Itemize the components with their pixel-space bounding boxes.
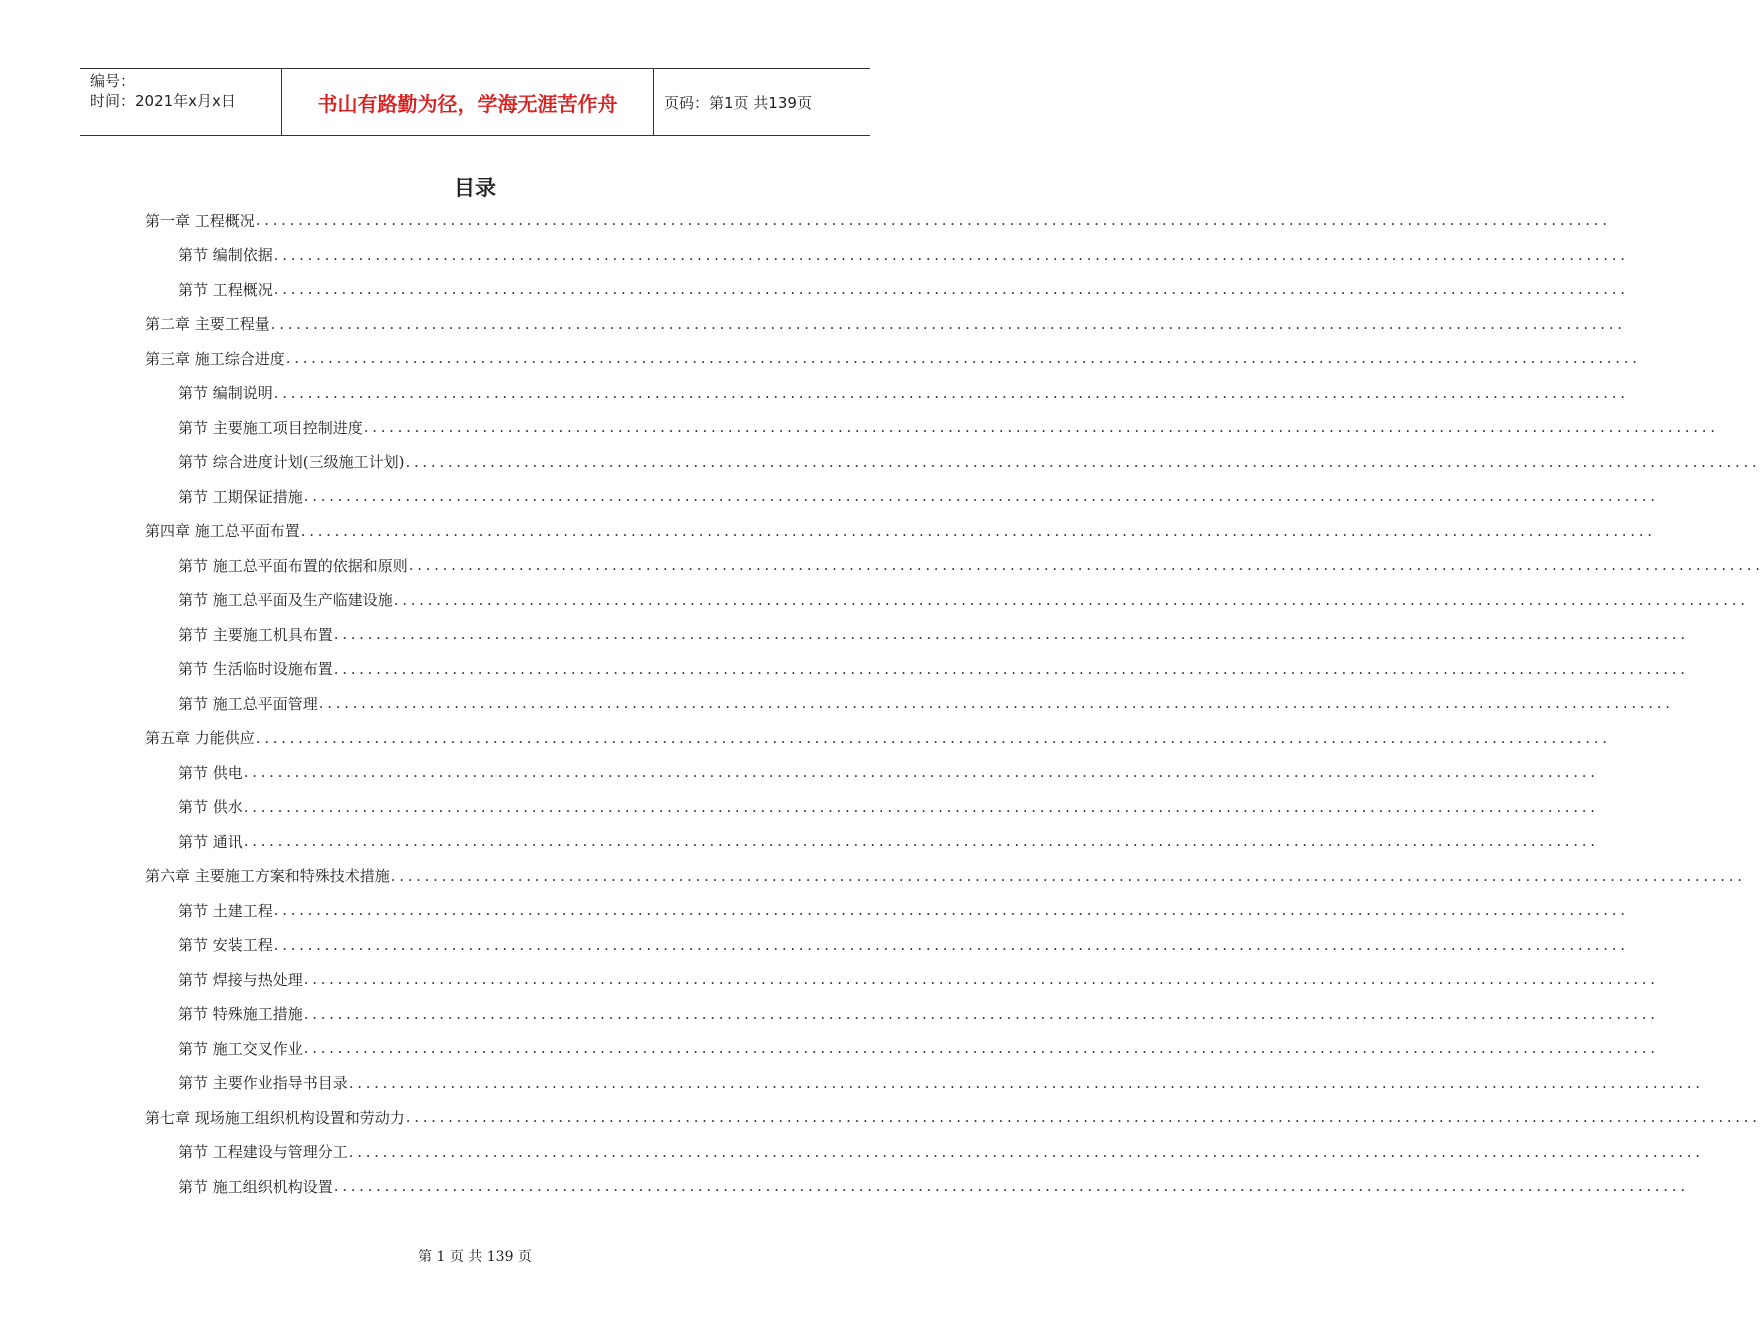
toc-entry-text: 第五章 力能供应 [145,729,255,747]
toc-entry-text: 第节 工程概况 [178,280,273,299]
toc-entry[interactable] [145,307,1626,341]
toc-entry[interactable] [178,893,1629,927]
toc-entry[interactable] [178,755,1599,789]
toc-entry-text: 第六章 主要施工方案和特殊技术措施 [145,867,390,885]
toc-entry-text: 第七章 现场施工组织机构设置和劳动力 [145,1108,405,1127]
toc-leader-dots: ................................................................................................................................................................ [393,590,1749,609]
header-number-label: 编号： [90,72,136,90]
header-page-info: 页码：第1页 共139页 [664,93,812,112]
toc-entry[interactable] [145,1100,1761,1134]
toc-leader-dots: ................................................................................................................................................................ [273,280,1629,298]
toc-entry-text: 第节 编制依据 [178,246,273,264]
toc-entry-text: 第节 土建工程 [178,901,273,920]
toc-entry[interactable] [178,1031,1659,1065]
toc-entry[interactable] [178,652,1689,686]
toc-leader-dots: ................................................................................................................................................................ [273,383,1629,402]
toc-leader-dots: ................................................................................................................................................................ [408,556,1764,574]
toc-entry[interactable] [178,928,1629,962]
toc-leader-dots: ................................................................................................................................................................ [255,211,1611,229]
toc-entry[interactable] [145,859,1746,893]
toc-entry-text: 第节 工程建设与管理分工 [178,1143,348,1161]
toc-entry[interactable] [178,238,1629,272]
toc-entry-text: 第节 施工交叉作业 [178,1039,303,1058]
toc-leader-dots: ................................................................................................................................................................ [285,349,1641,367]
toc-leader-dots: ................................................................................................................................................................ [270,314,1626,333]
toc-entry[interactable] [145,341,1641,375]
toc-entry[interactable] [178,824,1599,858]
toc-entry-text: 第节 主要作业指导书目录 [178,1074,348,1092]
toc-entry-text: 第节 生活临时设施布置 [178,660,333,678]
toc-leader-dots: ................................................................................................................................................................ [255,728,1611,747]
toc-leader-dots: ................................................................................................................................................................ [273,245,1629,264]
toc-entry[interactable] [178,962,1659,996]
toc-entry-text: 第节 编制说明 [178,384,273,402]
toc-leader-dots: ................................................................................................................................................................ [390,866,1746,885]
toc-entry[interactable] [178,583,1749,617]
toc-entry[interactable] [145,203,1611,237]
page-title: 目录 [454,176,496,200]
toc-entry[interactable] [178,686,1674,720]
toc-leader-dots: ................................................................................................................................................................ [303,487,1659,505]
toc-entry[interactable] [178,410,1719,444]
toc-entry-text: 第节 供电 [178,763,243,782]
header-motto: 书山有路勤为径，学海无涯苦作舟 [282,69,654,135]
toc-entry-text: 第节 综合进度计划(三级施工计划) [178,453,405,471]
toc-entry-text: 第三章 施工综合进度 [145,349,285,368]
toc-entry-text: 第节 主要施工项目控制进度 [178,418,363,437]
toc-leader-dots: ................................................................................................................................................................ [273,935,1629,954]
toc-entry[interactable] [178,997,1659,1031]
toc-entry[interactable] [178,548,1764,582]
toc-entry-text: 第节 施工组织机构设置 [178,1177,333,1196]
toc-entry-text: 第节 通讯 [178,832,243,851]
header-time-label: 时间：2021年x月x日 [90,92,236,110]
toc-leader-dots: ................................................................................................................................................................ [348,1142,1704,1161]
toc-entry-text: 第四章 施工总平面布置 [145,522,300,540]
toc-leader-dots: ................................................................................................................................................................ [303,970,1659,988]
toc-entry[interactable] [178,790,1599,824]
toc-entry-text: 第节 主要施工机具布置 [178,625,333,644]
toc-entry[interactable] [145,514,1656,548]
toc-leader-dots: ................................................................................................................................................................ [333,625,1689,643]
header-meta [80,69,282,135]
toc-leader-dots: ................................................................................................................................................................ [303,1004,1659,1023]
toc-entry[interactable] [178,617,1689,651]
toc-entry-text: 第节 供水 [178,798,243,816]
page-footer: 第 1 页 共 139 页 [418,1249,532,1265]
toc-entry[interactable] [178,445,1761,479]
toc-leader-dots: ................................................................................................................................................................ [333,659,1689,678]
toc-entry-text: 第二章 主要工程量 [145,315,270,333]
toc-entry[interactable] [178,1135,1704,1169]
toc-entry-text: 第节 工期保证措施 [178,487,303,506]
toc-leader-dots: ................................................................................................................................................................ [363,418,1719,436]
toc-entry-text: 第节 施工总平面及生产临建设施 [178,591,393,609]
toc-entry-text: 第节 特殊施工措施 [178,1005,303,1023]
page-header [80,68,870,136]
toc-entry-text: 第节 施工总平面管理 [178,694,318,713]
toc-entry[interactable] [178,1169,1689,1203]
toc-leader-dots: ................................................................................................................................................................ [243,832,1599,850]
toc-leader-dots: ................................................................................................................................................................ [348,1073,1704,1092]
toc-entry-text: 第一章 工程概况 [145,211,255,230]
toc-entry-text: 第节 安装工程 [178,936,273,954]
toc-leader-dots: ................................................................................................................................................................ [300,521,1656,540]
toc-entry-text: 第节 施工总平面布置的依据和原则 [178,556,408,575]
toc-leader-dots: ................................................................................................................................................................ [243,797,1599,816]
toc-leader-dots: ................................................................................................................................................................ [303,1039,1659,1057]
toc-entry[interactable] [178,1066,1704,1100]
toc-entry[interactable] [145,721,1611,755]
toc-entry-text: 第节 焊接与热处理 [178,970,303,989]
toc-leader-dots: ................................................................................................................................................................ [243,763,1599,781]
toc-entry[interactable] [178,376,1629,410]
toc-entry[interactable] [178,272,1629,306]
toc-leader-dots: ................................................................................................................................................................ [405,452,1761,471]
toc-leader-dots: ................................................................................................................................................................ [405,1108,1761,1126]
toc-leader-dots: ................................................................................................................................................................ [333,1177,1689,1195]
toc-leader-dots: ................................................................................................................................................................ [273,901,1629,919]
toc-leader-dots: ................................................................................................................................................................ [318,694,1674,712]
toc-entry[interactable] [178,479,1659,513]
